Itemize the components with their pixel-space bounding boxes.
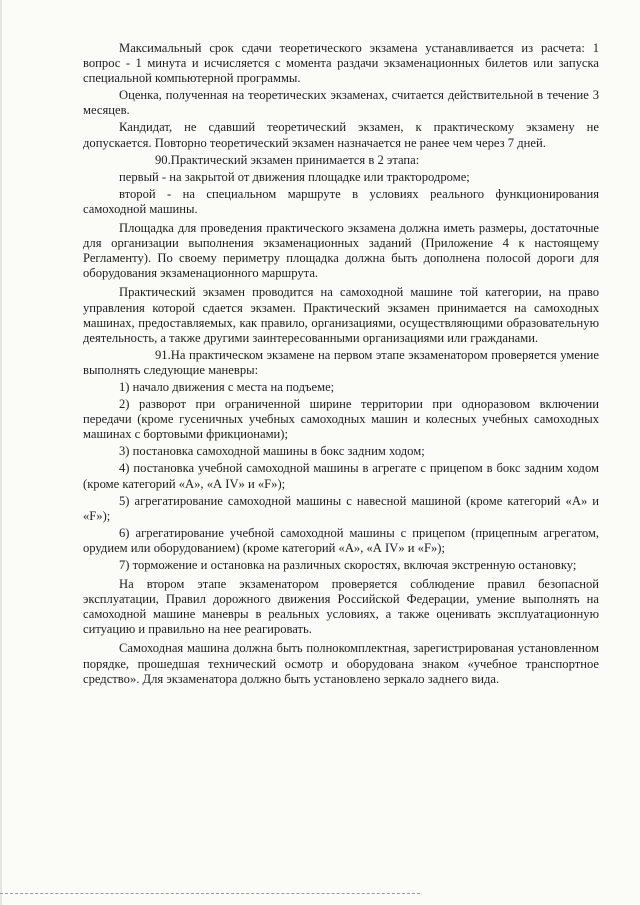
list-item-7: 7) торможение и остановка на различных скоростях, включая экстренную остановку;: [119, 558, 577, 572]
list-item-5: 5) агрегатирование самоходной машины с навесной машиной (кроме категорий «А» и «F»);: [83, 493, 599, 523]
list-item-6: 6) агрегатирование учебной самоходной машины с прицепом (прицепным агрегатом, орудием или оборудованием) (кроме категорий «А», «А IV» и «F»);: [83, 525, 599, 555]
paragraph-stage-two-check: На втором этапе экзаменатором проверяется соблюдение правил безопасной эксплуатации, Правил дорожного движения Российской Федерации, умение выполнять на самоходной машине маневры в реальных условиях, а также оценивать эксплуатационную ситуацию и правильно на нее реагировать.: [83, 577, 599, 637]
list-item-3: 3) постановка самоходной машины в бокс задним ходом;: [119, 444, 425, 459]
page-bottom-rule: [0, 893, 420, 894]
document-body: [83, 41, 599, 689]
clause-number-91: 91.: [155, 347, 171, 362]
paragraph-machine-equipment: Самоходная машина должна быть полнокомплектная, зарегистрированая установленном порядке, прошедшая технический осмотр и оборудована знаком «учебное транспортное средство». Для экзаменатора должно быть установлено зеркало заднего вида.: [83, 641, 599, 686]
clause-91-text: На практическом экзамене на первом этапе экзаменатором проверяется умение выполнять следующие маневры:: [83, 347, 599, 377]
paragraph-stage-one: первый - на закрытой от движения площадке или трактородроме;: [119, 169, 470, 184]
paragraph-practical-machine: Практический экзамен проводится на самоходной машине той категории, на право управления которой сдается экзамен. Практический экзамен принимается на самоходных машинах, предоставляемых, как правило, организациями, осуществляющими образовательную деятельность, а также другими заинтересованными организациями или гражданами.: [83, 285, 599, 345]
list-item-2: 2) разворот при ограниченной ширине территории при одноразовом включении передачи (кроме гусеничных учебных самоходных машин и колесных учебных самоходных машинах с бортовыми фрикционами);: [83, 397, 599, 442]
clause-90-text: Практический экзамен принимается в 2 этапа:: [170, 152, 420, 167]
clause-number-90: 90.: [155, 152, 171, 167]
paragraph-grade-validity: Оценка, полученная на теоретических экзаменах, считается действительной в течение 3 месяцев.: [83, 88, 599, 118]
list-item-4: 4) постановка учебной самоходной машины в агрегате с прицепом в бокс задним ходом (кроме категорий «А», «А IV» и «F»);: [83, 461, 599, 491]
paragraph-clause-91: [83, 348, 599, 378]
scan-edge: [0, 0, 2, 905]
paragraph-site: Площадка для проведения практического экзамена должна иметь размеры, достаточные для организации выполнения экзаменационных заданий (Приложение 4 к настоящему Регламенту). По своему периметру площадка должна быть дополнена полосой дороги для оборудования экзаменационного маршрута.: [83, 221, 599, 281]
list-item-1: 1) начало движения с места на подъеме;: [119, 379, 335, 394]
paragraph-stage-two: второй - на специальном маршруте в условиях реального функционирования самоходной машины.: [83, 186, 599, 216]
paragraph-retake: Кандидат, не сдавший теоретический экзамен, к практическому экзамену не допускается. Повторно теоретический экзамен назначается не ранее чем через 7 дней.: [83, 120, 599, 150]
paragraph-time-limit: Максимальный срок сдачи теоретического экзамена устанавливается из расчета: 1 вопрос - 1 минута и исчисляется с момента раздачи экзаменационных билетов или запуска специальной компьютерной программы.: [83, 41, 599, 86]
paragraph-clause-90: [83, 153, 599, 168]
